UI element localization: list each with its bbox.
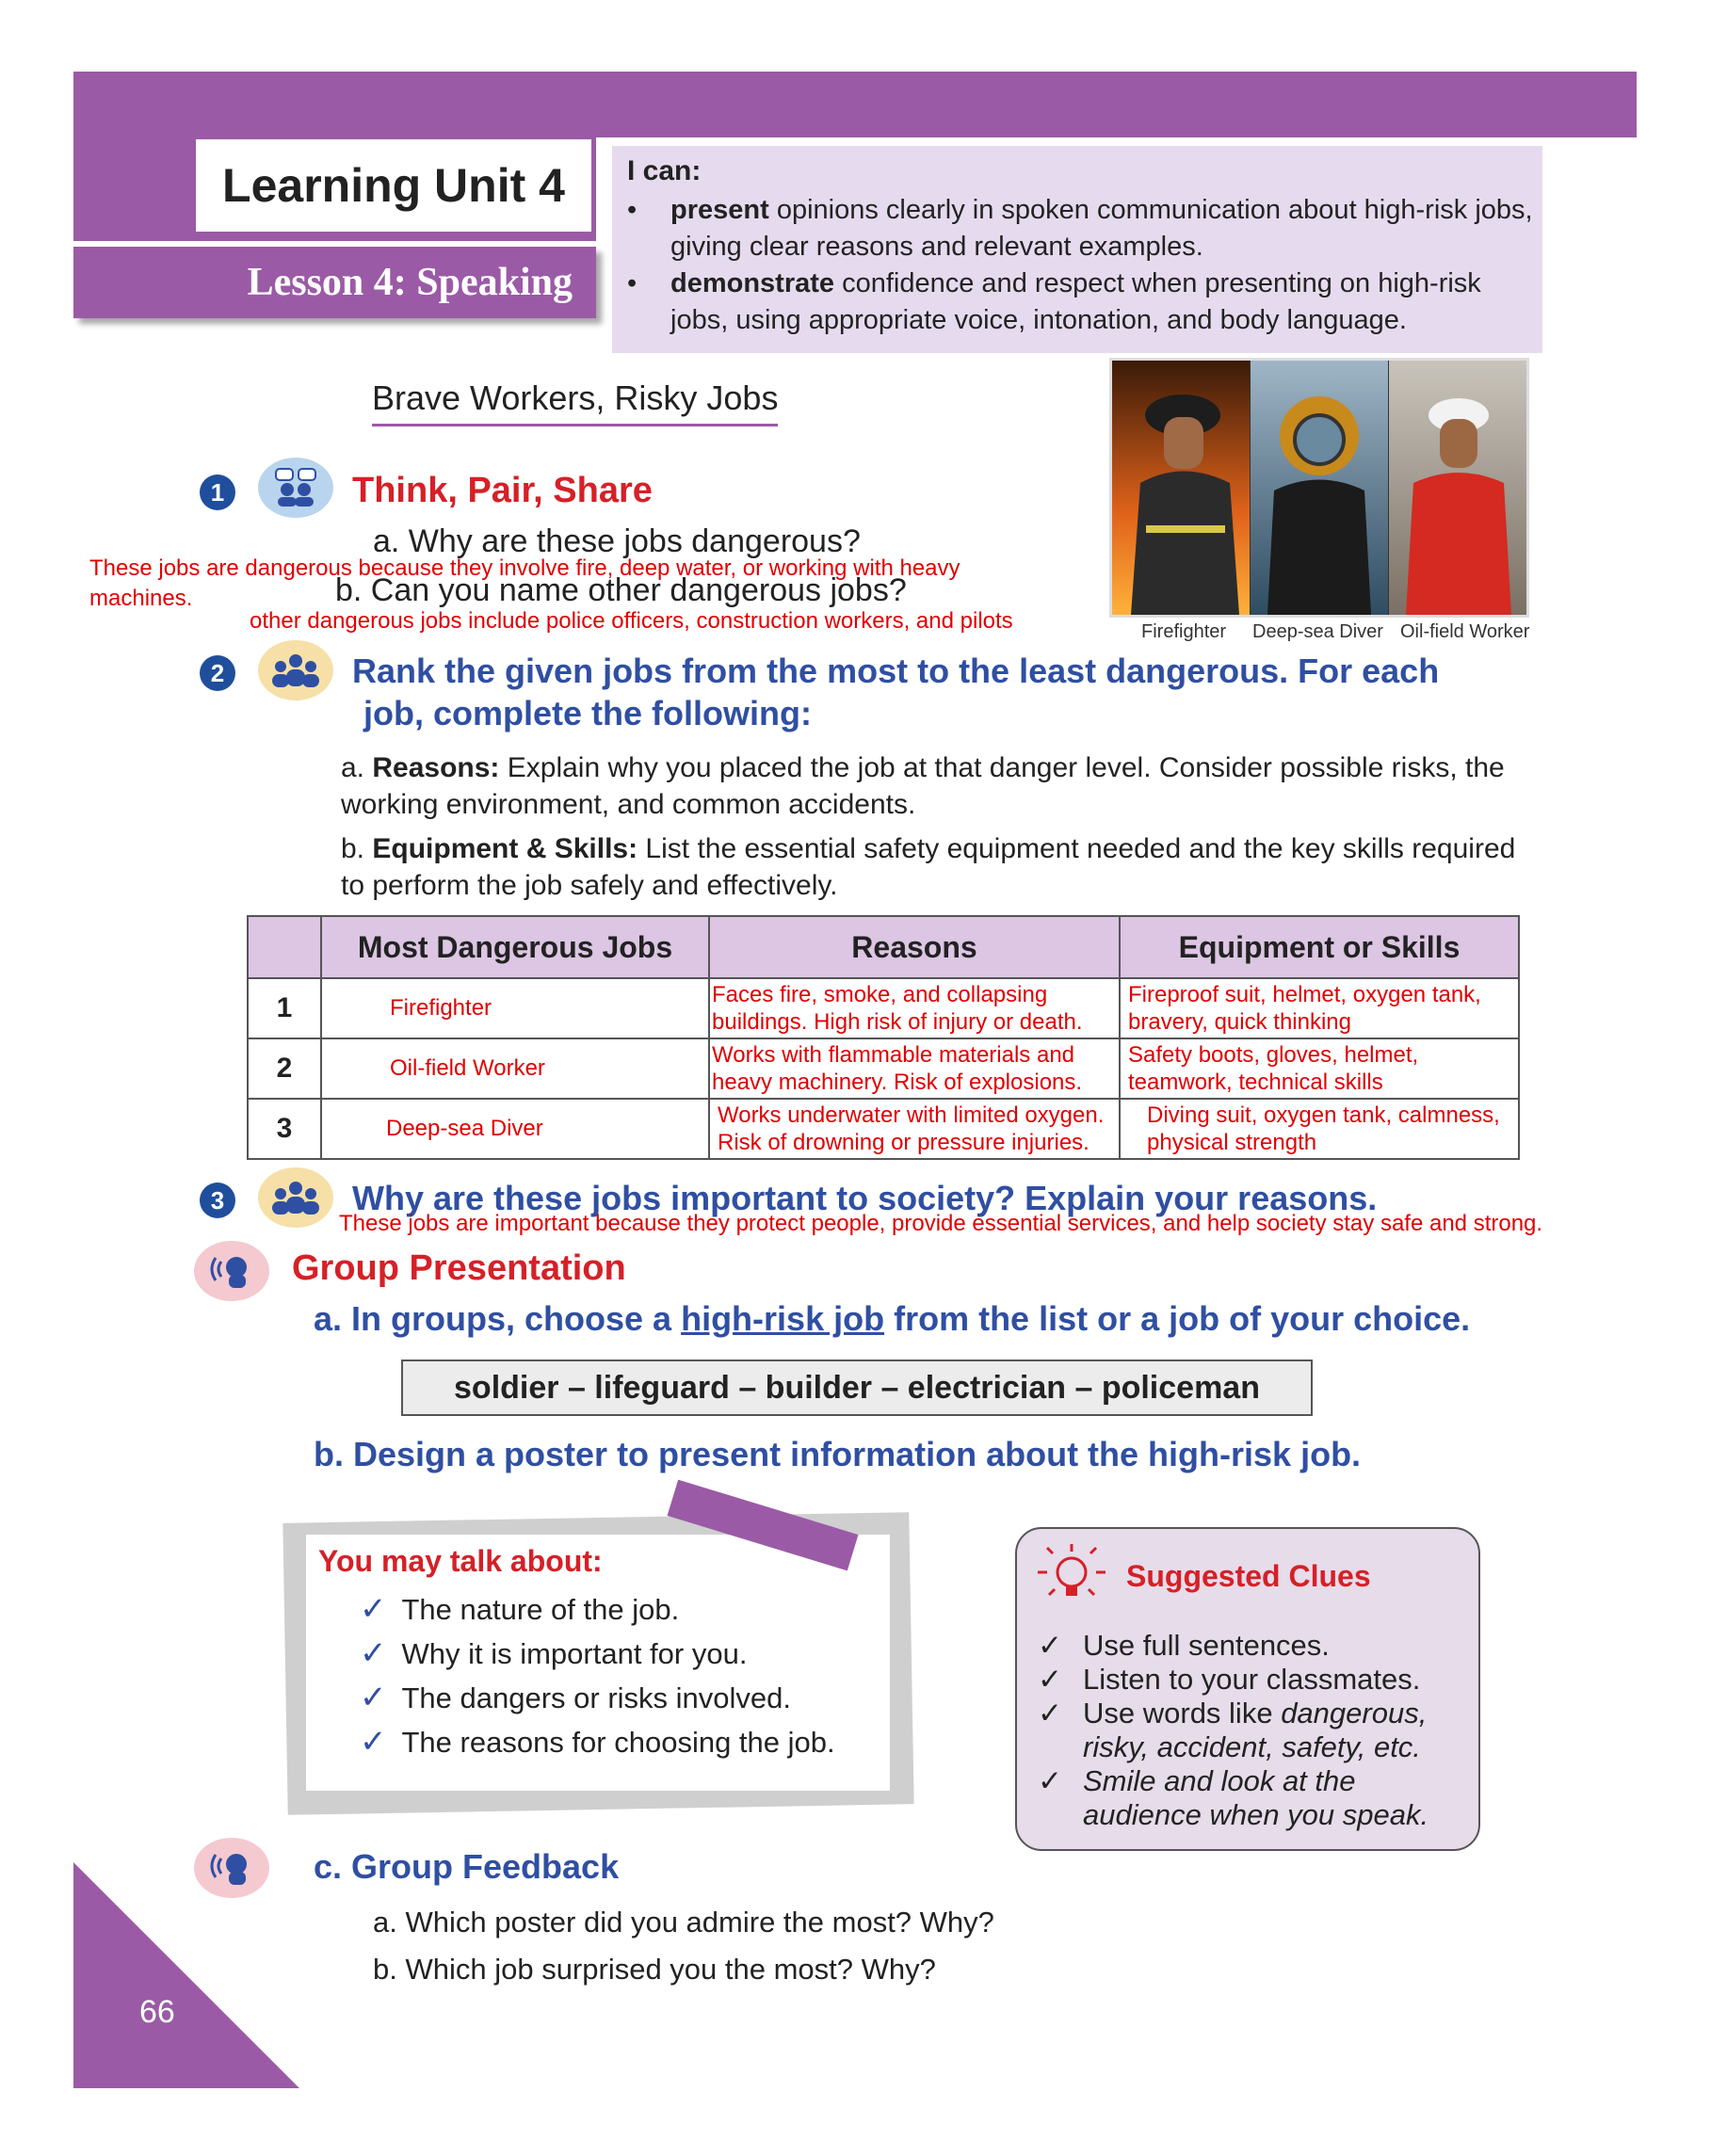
check-icon: ✓ xyxy=(360,1635,387,1671)
talk-about-title: You may talk about: xyxy=(318,1544,603,1578)
header-bar xyxy=(73,72,1637,137)
photo-caption-diver: Deep-sea Diver xyxy=(1252,621,1383,642)
table-cell-reason: Works underwater with limited oxygen. Risk of drowning or pressure injuries. xyxy=(709,1099,1120,1159)
page-number: 66 xyxy=(139,1994,175,2030)
objective-item: • demonstrate confidence and respect when presenting on high-risk jobs, using appropriate voice, intonation, and body language. xyxy=(627,268,1481,335)
job-list-box: soldier – lifeguard – builder – electrician – policeman xyxy=(401,1360,1313,1416)
table-cell-job: Firefighter xyxy=(321,978,709,1038)
page-corner xyxy=(73,1862,299,2088)
section2-item-b: b. Equipment & Skills: List the essential safety equipment needed and the key skills required to perform the job safely and effectively. xyxy=(341,833,1516,901)
photo-caption-firefighter: Firefighter xyxy=(1141,621,1227,642)
table-cell-equipment: Fireproof suit, helmet, oxygen tank, bravery, quick thinking xyxy=(1120,978,1519,1038)
section3-title: Why are these jobs important to society? Explain your reasons. xyxy=(352,1179,1378,1217)
table-cell-rank: 2 xyxy=(248,1038,321,1099)
clues-list xyxy=(1038,1629,1471,1832)
unit-title: Learning Unit 4 xyxy=(196,139,591,232)
workers-illustration xyxy=(1112,361,1526,615)
lesson-title: Lesson 4: Speaking xyxy=(247,261,573,304)
table-header-row xyxy=(248,916,1519,978)
feedback-title: c. Group Feedback xyxy=(314,1847,620,1886)
talk-about-list xyxy=(360,1587,835,1764)
section2-item-a: a. Reasons: Explain why you placed the job at that danger level. Consider possible risks, the working environment, and common accidents. xyxy=(341,752,1505,820)
table-row xyxy=(248,1099,1519,1159)
table-row xyxy=(248,978,1519,1038)
check-icon: ✓ xyxy=(1038,1663,1062,1696)
section2-title-line2: job, complete the following: xyxy=(363,694,812,732)
list-item: ✓ Use full sentences. xyxy=(1038,1629,1330,1662)
jobs-photo xyxy=(1109,358,1529,618)
clues-title: Suggested Clues xyxy=(1126,1559,1371,1593)
think-pair-share-icon xyxy=(258,458,333,518)
list-item: ✓ The dangers or risks involved. xyxy=(360,1680,792,1715)
table-row xyxy=(248,1038,1519,1099)
section-number-2: 2 xyxy=(200,655,235,691)
group-task-a: a. In groups, choose a high-risk job from the list or a job of your choice. xyxy=(314,1299,1471,1338)
question-1a: a. Why are these jobs dangerous? xyxy=(373,523,861,559)
feedback-question-b: b. Which job surprised you the most? Why? xyxy=(373,1953,936,1986)
lightbulb-icon xyxy=(1034,1542,1109,1608)
group-presentation-title: Group Presentation xyxy=(292,1248,626,1288)
table-header: Most Dangerous Jobs xyxy=(321,916,709,978)
group-icon xyxy=(258,640,333,700)
section2-title-line1: Rank the given jobs from the most to the least dangerous. For each xyxy=(352,652,1440,690)
table-cell-equipment: Diving suit, oxygen tank, calmness, physical strength xyxy=(1120,1099,1519,1159)
table-cell-job: Oil-field Worker xyxy=(321,1038,709,1099)
table-cell-reason: Faces fire, smoke, and collapsing buildings. High risk of injury or death. xyxy=(709,978,1120,1038)
check-icon: ✓ xyxy=(360,1591,387,1627)
check-icon: ✓ xyxy=(1038,1629,1062,1662)
group-icon xyxy=(258,1167,333,1228)
table-cell-reason: Works with flammable materials and heavy machinery. Risk of explosions. xyxy=(709,1038,1120,1099)
list-item: ✓ The reasons for choosing the job. xyxy=(360,1724,835,1760)
check-icon: ✓ xyxy=(1038,1697,1062,1730)
table-header xyxy=(248,916,321,978)
high-risk-job-link: high-risk job xyxy=(681,1299,885,1338)
answer-1a: These jobs are dangerous because they involve fire, deep water, or working with heavy machines. xyxy=(89,555,960,611)
table-cell-rank: 1 xyxy=(248,978,321,1038)
section1-title: Think, Pair, Share xyxy=(352,471,653,510)
section-number-1: 1 xyxy=(200,475,235,510)
objective-item: • present opinions clearly in spoken communication about high-risk jobs, giving clear reasons and relevant examples. xyxy=(627,195,1533,262)
question-1b: b. Can you name other dangerous jobs? xyxy=(335,572,907,608)
speaking-icon xyxy=(194,1241,269,1301)
answer-3: These jobs are important because they protect people, provide essential services, and help society stay safe and strong. xyxy=(339,1211,1543,1236)
group-task-b: b. Design a poster to present information about the high-risk job. xyxy=(314,1435,1362,1473)
list-item: ✓ Smile and look at the audience when you speak. xyxy=(1038,1764,1429,1831)
list-item: ✓ Use words like dangerous, risky, accident, safety, etc. xyxy=(1038,1697,1428,1763)
lesson-heading: Brave Workers, Risky Jobs xyxy=(372,378,778,426)
check-icon: ✓ xyxy=(360,1680,387,1715)
table-header: Reasons xyxy=(709,916,1120,978)
list-item: ✓ The nature of the job. xyxy=(360,1591,680,1627)
jobs-table xyxy=(247,915,1520,1160)
list-item: ✓ Why it is important for you. xyxy=(360,1635,748,1671)
check-icon: ✓ xyxy=(360,1724,387,1760)
table-cell-rank: 3 xyxy=(248,1099,321,1159)
check-icon: ✓ xyxy=(1038,1764,1062,1797)
table-cell-job: Deep-sea Diver xyxy=(321,1099,709,1159)
list-item: ✓ Listen to your classmates. xyxy=(1038,1663,1421,1696)
section-number-3: 3 xyxy=(200,1183,235,1218)
table-cell-equipment: Safety boots, gloves, helmet, teamwork, technical skills xyxy=(1120,1038,1519,1099)
answer-1b: other dangerous jobs include police officers, construction workers, and pilots xyxy=(250,608,1013,634)
objectives-title: I can: xyxy=(627,155,702,186)
table-header: Equipment or Skills xyxy=(1120,916,1519,978)
photo-caption-oil-worker: Oil-field Worker xyxy=(1400,621,1530,642)
feedback-question-a: a. Which poster did you admire the most? Why? xyxy=(373,1906,994,1939)
